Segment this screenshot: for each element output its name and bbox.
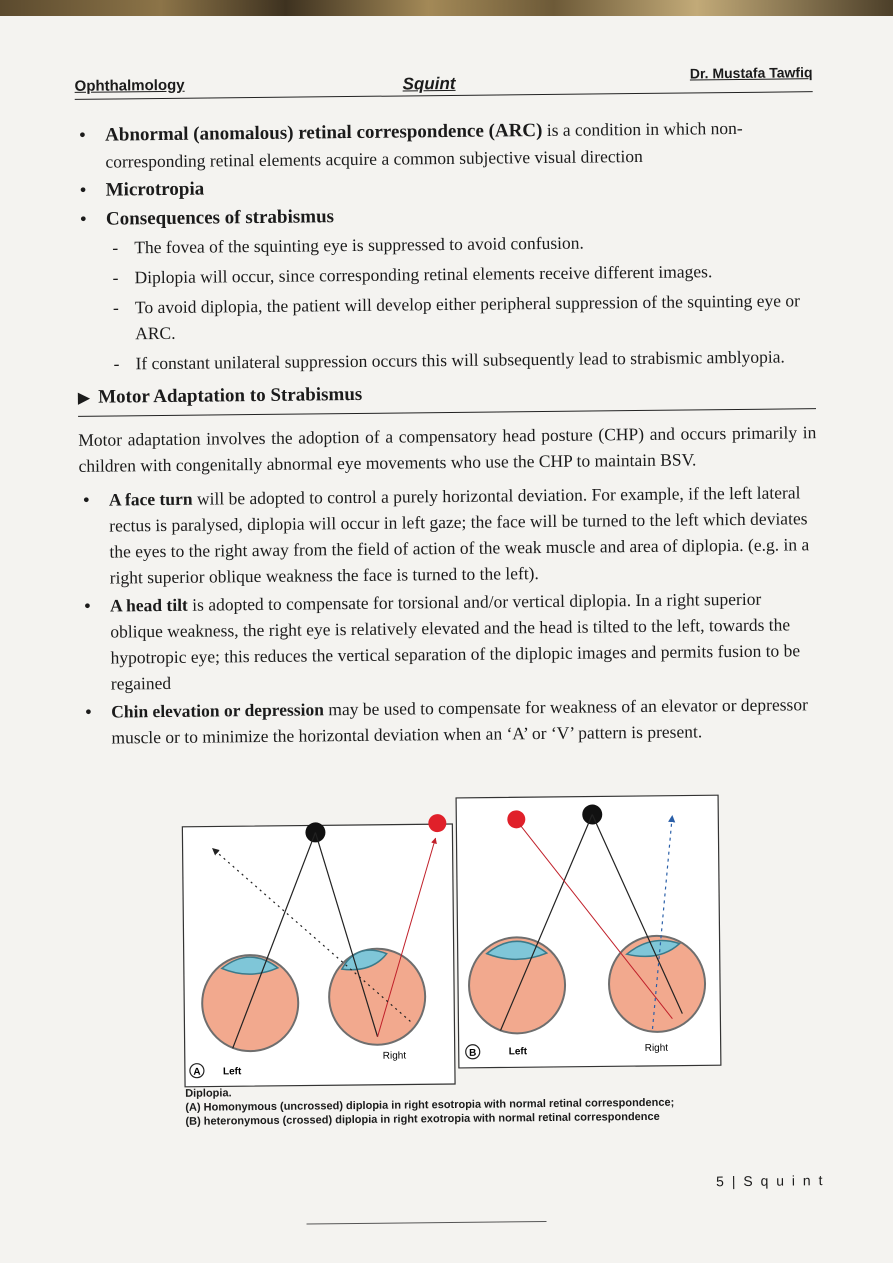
bullet-arc	[75, 114, 814, 175]
bullet-text: is a condition in which non-corresponding retinal elements acquire a common subjective visual direction	[105, 117, 743, 172]
adaptation-bullets	[79, 479, 820, 751]
header-subject: Ophthalmology	[74, 76, 185, 95]
bullet-term: Microtropia	[105, 178, 205, 201]
figure-caption	[185, 1082, 674, 1129]
section-heading	[78, 377, 816, 417]
panel-a	[182, 814, 455, 1087]
bullet-face-turn	[79, 479, 818, 591]
section-title: Motor Adaptation to Strabismus	[98, 383, 363, 408]
panel-b-right-label: Right	[644, 1042, 669, 1054]
bullet-term: Abnormal (anomalous) retinal correspondence (ARC)	[105, 120, 543, 146]
panel-b-left-label: Left	[508, 1046, 528, 1058]
header-topic: Squint	[402, 73, 456, 94]
footer-divider	[307, 1221, 547, 1225]
bullet-term: Chin elevation or depression	[111, 699, 325, 722]
badge-a: A	[193, 1066, 201, 1078]
bullet-head-tilt	[80, 585, 819, 697]
panel-a-frame	[182, 824, 455, 1087]
intro-paragraph: Motor adaptation involves the adoption of a compensatory head posture (CHP) and occurs primarily in children with congenitally abnormal eye movements who use the CHP to maintain BSV.	[78, 422, 817, 476]
bullet-term: A head tilt	[109, 594, 188, 616]
badge-b: B	[469, 1047, 477, 1059]
page-header	[74, 62, 812, 100]
main-content	[75, 114, 820, 753]
top-bullets	[75, 114, 816, 377]
panel-b	[456, 795, 721, 1068]
bullet-term: Consequences of strabismus	[105, 206, 335, 230]
panel-a-left-label: Left	[222, 1066, 242, 1078]
arrow-right-icon: ▶	[77, 389, 91, 407]
header-author: Dr. Mustafa Tawfiq	[689, 64, 813, 82]
bullet-text: may be used to compensate for weakness of an elevator or depressor muscle or to minimize the horizontal deviation when an ‘A’ or ‘V’ pattern is present.	[111, 694, 808, 748]
consequence-item: - The fovea of the squinting eye is suppressed to avoid confusion.	[106, 227, 814, 260]
caption-title: Diplopia.	[185, 1087, 232, 1100]
caption-line-b: (B) heteronymous (crossed) diplopia in right exotropia with normal retinal correspondence	[185, 1110, 660, 1128]
consequence-item: - To avoid diplopia, the patient will develop either peripheral suppression of the squinting eye or ARC.	[107, 287, 816, 346]
consequences-list	[106, 227, 815, 376]
bullet-text: will be adopted to control a purely horizontal deviation. For example, if the left lateral rectus is paralysed, diplopia will occur in left gaze; the face will be turned to the left which deviates the eyes to the right away from the field of action of the weak muscle and area of diplopia. (e.g. in a right superior oblique weakness the face is turned to the left).	[109, 482, 810, 588]
page-footer: 5 | S q u i n t	[716, 1172, 825, 1190]
panel-a-right-label: Right	[382, 1050, 407, 1062]
diplopia-figure	[180, 793, 723, 1089]
bullet-chin	[81, 691, 820, 751]
consequence-item: - If constant unilateral suppression occurs this will subsequently lead to strabismic amblyopia.	[107, 343, 815, 376]
bullet-consequences	[76, 198, 816, 377]
bullet-text: is adopted to compensate for torsional and/or vertical diplopia. In a right superior oblique weakness, the right eye is relatively elevated and the head is tilted to the left, towards the hypotropic eye; this reduces the vertical separation of the diplopic images and permits fusion to be regained	[110, 588, 801, 694]
bullet-term: A face turn	[108, 488, 193, 510]
caption-line-a: (A) Homonymous (uncrossed) diplopia in right esotropia with normal retinal correspondence;	[185, 1096, 675, 1114]
consequence-item: - Diplopia will occur, since corresponding retinal elements receive different images.	[106, 257, 814, 290]
